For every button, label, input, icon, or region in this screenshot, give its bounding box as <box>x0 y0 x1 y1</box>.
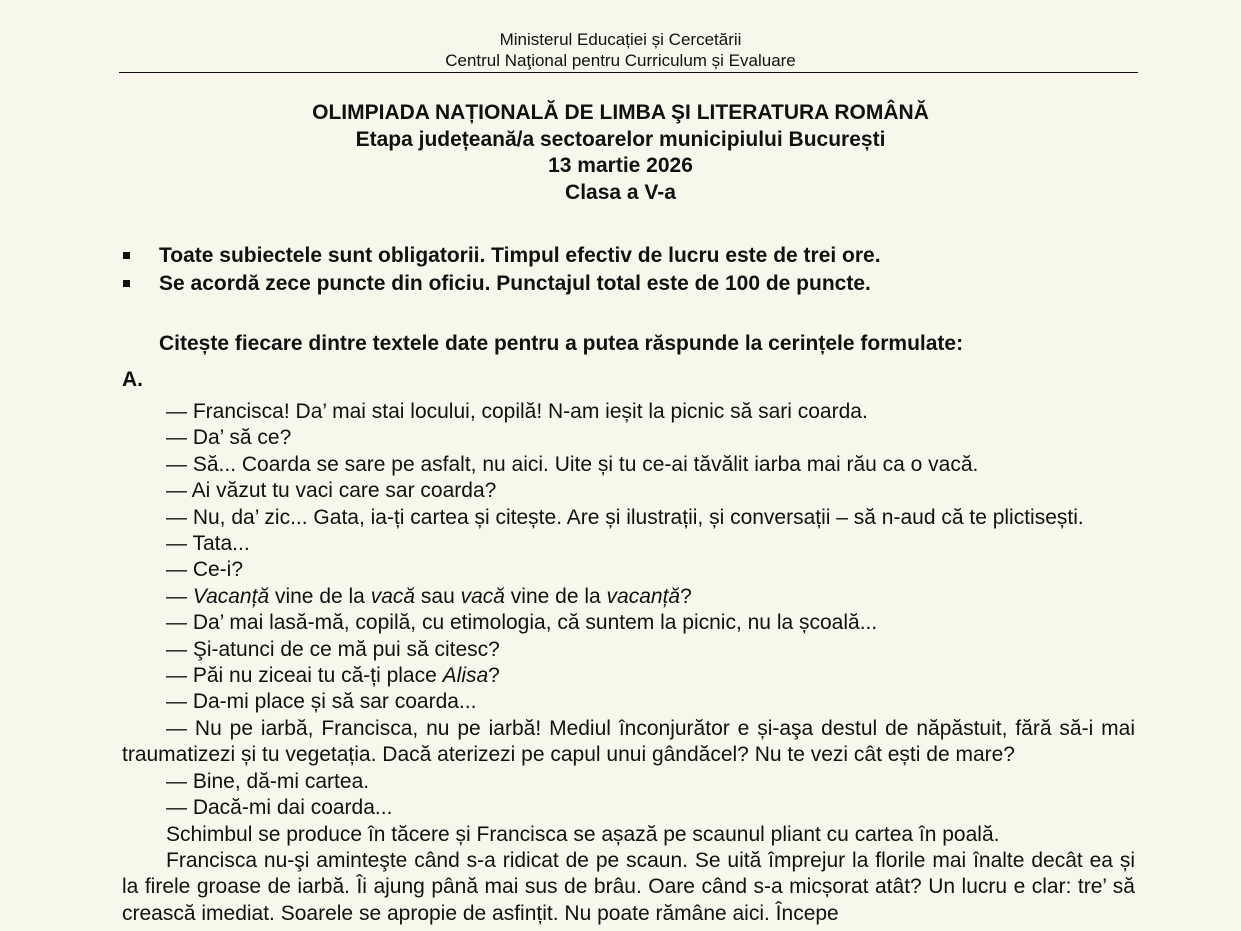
document-header <box>0 29 1241 71</box>
dialogue-line: — Să... Coarda se sare pe asfalt, nu aici. Uite și tu ce-ai tăvălit iarba mai rău ca o vacă. <box>166 452 979 476</box>
rule-item <box>122 242 1122 270</box>
stage-title: Etapa județeană/a sectoarelor municipiului București <box>355 127 886 151</box>
text: ? <box>488 664 500 688</box>
reading-instruction: Citește fiecare dintre textele date pentru a putea răspunde la cerințele formulate: <box>159 332 964 355</box>
dialogue-line: — Da’ mai lasă-mă, copilă, cu etimologia, că suntem la picnic, nu la școală... <box>166 611 878 635</box>
text: vine de la <box>504 584 607 608</box>
center-name: Centrul Naţional pentru Curriculum și Evaluare <box>445 51 796 70</box>
dialogue-line <box>122 663 1135 689</box>
title-block <box>0 100 1241 206</box>
italic-word: vacanță <box>606 584 681 608</box>
exam-rules-list <box>122 242 1122 297</box>
dialogue-line: — Nu pe iarbă, Francisca, nu pe iarbă! Mediul înconjurător e și-aşa destul de năpăstuit, fără să-i mai traumatizezi și tu vegetația. Dacă aterizezi pe capul unui gândăcel? Nu te vezi cât ești de mare? <box>122 716 1135 767</box>
text: sau <box>415 584 461 608</box>
square-bullet-icon <box>123 252 130 259</box>
olympiad-title: OLIMPIADA NAȚIONALĂ DE LIMBA ŞI LITERATURA ROMÂNĂ <box>312 101 929 124</box>
dialogue-line: — Ai văzut tu vaci care sar coarda? <box>166 479 497 503</box>
italic-word: vacă <box>370 584 416 608</box>
section-a-label: A. <box>122 368 143 391</box>
dialogue-line: — Bine, dă-mi cartea. <box>166 769 370 793</box>
narrative-paragraph: Francisca nu-şi aminteşte când s-a ridicat de pe scaun. Se uită împrejur la florile mai înalte decât ea și la firele groase de iarbă. Îi ajung până mai sus de brâu. Oare când s-a micșorat atât? Un lucru e clar: tre’ să crească imediat. Soarele se apropie de asfințit. Nu poate rămâne aici. Începe <box>122 848 1135 925</box>
text: ? <box>680 584 692 608</box>
header-divider <box>119 72 1138 73</box>
rule-text: Toate subiectele sunt obligatorii. Timpul efectiv de lucru este de trei ore. <box>159 244 881 267</box>
italic-word: Vacanță <box>192 584 270 608</box>
dialogue-line: — Dacă-mi dai coarda... <box>166 796 393 820</box>
dash: — <box>166 584 193 608</box>
section-a-text <box>122 399 1135 927</box>
ministry-name: Ministerul Educației și Cercetării <box>499 30 742 49</box>
italic-word: vacă <box>460 584 505 608</box>
rule-item <box>122 270 1122 298</box>
exam-date: 13 martie 2026 <box>548 154 693 177</box>
dialogue-line: — Tata... <box>166 532 250 556</box>
italic-book-title: Alisa <box>442 664 489 688</box>
text: vine de la <box>269 584 371 608</box>
rule-text: Se acordă zece puncte din oficiu. Punctajul total este de 100 de puncte. <box>159 271 871 295</box>
narrative-paragraph: Schimbul se produce în tăcere și Francisca se așază pe scaunul pliant cu cartea în poală. <box>166 822 1000 846</box>
dialogue-line: — Da’ să ce? <box>166 426 292 450</box>
dialogue-line: — Şi-atunci de ce mă pui să citesc? <box>166 637 500 661</box>
dialogue-line: — Ce-i? <box>166 558 244 582</box>
text: — Păi nu ziceai tu că-ți place <box>166 664 443 688</box>
square-bullet-icon <box>123 280 130 287</box>
dialogue-line: — Nu, da’ zic... Gata, ia-ți cartea și citește. Are și ilustrații, și conversații – să n-aud că te plictisești. <box>166 505 1084 529</box>
grade-level: Clasa a V-a <box>565 180 676 204</box>
dialogue-line: — Francisca! Da’ mai stai locului, copilă! N-am ieșit la picnic să sari coarda. <box>166 400 868 423</box>
dialogue-line <box>122 584 1135 610</box>
dialogue-line: — Da-mi place și să sar coarda... <box>166 690 477 714</box>
